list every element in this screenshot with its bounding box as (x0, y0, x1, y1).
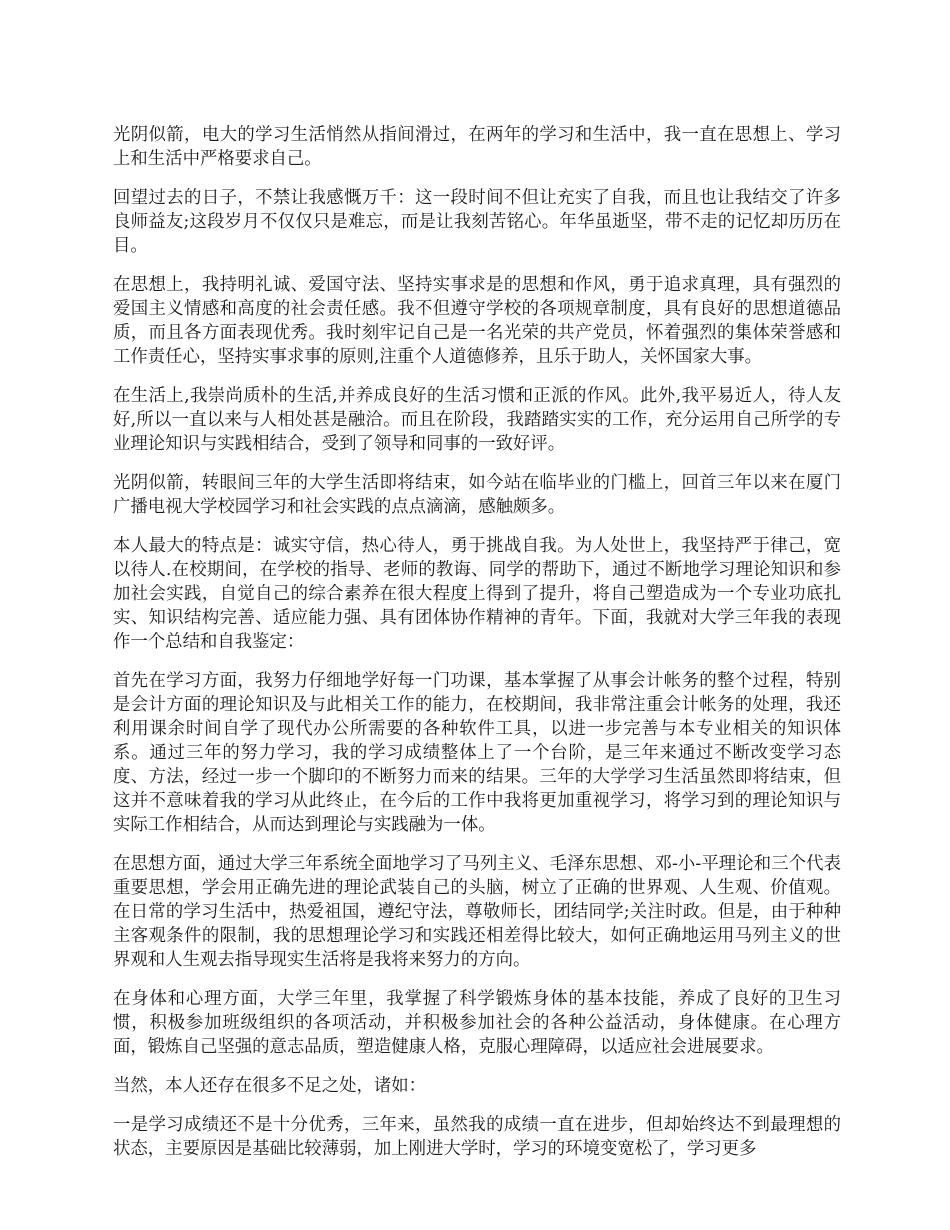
paragraph-4: 在生活上,我崇尚质朴的生活,并养成良好的生活习惯和正派的作风。此外,我平易近人，待人友好,所以一直以来与人相处甚是融洽。而且在阶段，我踏踏实实的工作，充分运用自己所学的专业理论知识与实践相结合，受到了领导和同事的一致好评。 (113, 386, 841, 454)
paragraph-11: 一是学习成绩还不是十分优秀，三年来，虽然我的成绩一直在进步，但却始终达不到最理想的状态，主要原因是基础比较薄弱，加上刚进大学时，学习的环境变宽松了，学习更多 (113, 1115, 841, 1159)
paragraph-5: 光阴似箭，转眼间三年的大学生活即将结束，如今站在临毕业的门槛上，回首三年以来在厦门广播电视大学校园学习和社会实践的点点滴滴，感触颇多。 (113, 473, 841, 517)
document-page (113, 123, 841, 1176)
paragraph-2: 回望过去的日子，不禁让我感慨万千：这一段时间不但让充实了自我，而且也让我结交了许多良师益友;这段岁月不仅仅只是难忘，而是让我刻苦铭心。年华虽逝坚，带不走的记忆却历历在目。 (113, 188, 841, 256)
paragraph-1: 光阴似箭，电大的学习生活悄然从指间滑过，在两年的学习和生活中，我一直在思想上、学习上和生活中严格要求自己。 (113, 125, 841, 169)
paragraph-7: 首先在学习方面，我努力仔细地学好每一门功课，基本掌握了从事会计帐务的整个过程，特别是会计方面的理论知识及与此相关工作的能力，在校期间，我非常注重会计帐务的处理，我还利用课余时间自学了现代办公所需要的各种软件工具，以进一步完善与本专业相关的知识体系。通过三年的努力学习，我的学习成绩整体上了一个台阶，是三年来通过不断改变学习态度、方法，经过一步一个脚印的不断努力而来的结果。三年的大学学习生活虽然即将结束，但这并不意味着我的学习从此终止，在今后的工作中我将更加重视学习，将学习到的理论知识与实际工作相结合，从而达到理论与实践融为一体。 (113, 671, 841, 835)
paragraph-9: 在身体和心理方面，大学三年里，我掌握了科学锻炼身体的基本技能，养成了良好的卫生习惯，积极参加班级组织的各项活动，并积极参加社会的各种公益活动，身体健康。在心理方面，锻炼自己坚强的意志品质，塑造健康人格，克服心理障碍，以适应社会进展要求。 (113, 989, 841, 1057)
paragraph-8: 在思想方面，通过大学三年系统全面地学习了马列主义、毛泽东思想、邓-小-平理论和三个代表重要思想，学会用正确先进的理论武装自己的头脑，树立了正确的世界观、人生观、价值观。在日常的学习生活中，热爱祖国，遵纪守法，尊敬师长，团结同学;关注时政。但是，由于种种主客观条件的限制，我的思想理论学习和实践还相差得比较大，如何正确地运用马列主义的世界观和人生观去指导现实生活将是我将来努力的方向。 (113, 854, 841, 970)
paragraph-3: 在思想上，我持明礼诚、爱国守法、坚持实事求是的思想和作风，勇于追求真理，具有强烈的爱国主义情感和高度的社会责任感。我不但遵守学校的各项规章制度，具有良好的思想道德品质，而且各方面表现优秀。我时刻牢记自己是一名光荣的共产党员，怀着强烈的集体荣誉感和工作责任心，坚持实事求事的原则,注重个人道德修养，且乐于助人，关怀国家大事。 (113, 275, 841, 367)
paragraph-10: 当然，本人还存在很多不足之处，诸如： (113, 1076, 427, 1096)
paragraph-6: 本人最大的特点是：诚实守信，热心待人，勇于挑战自我。为人处世上，我坚持严于律己，宽以待人.在校期间，在学校的指导、老师的教诲、同学的帮助下，通过不断地学习理论知识和参加社会实践，自觉自己的综合素养在很大程度上得到了提升，将自己塑造成为一个专业功底扎实、知识结构完善、适应能力强、具有团体协作精神的青年。下面，我就对大学三年我的表现作一个总结和自我鉴定： (113, 536, 841, 652)
